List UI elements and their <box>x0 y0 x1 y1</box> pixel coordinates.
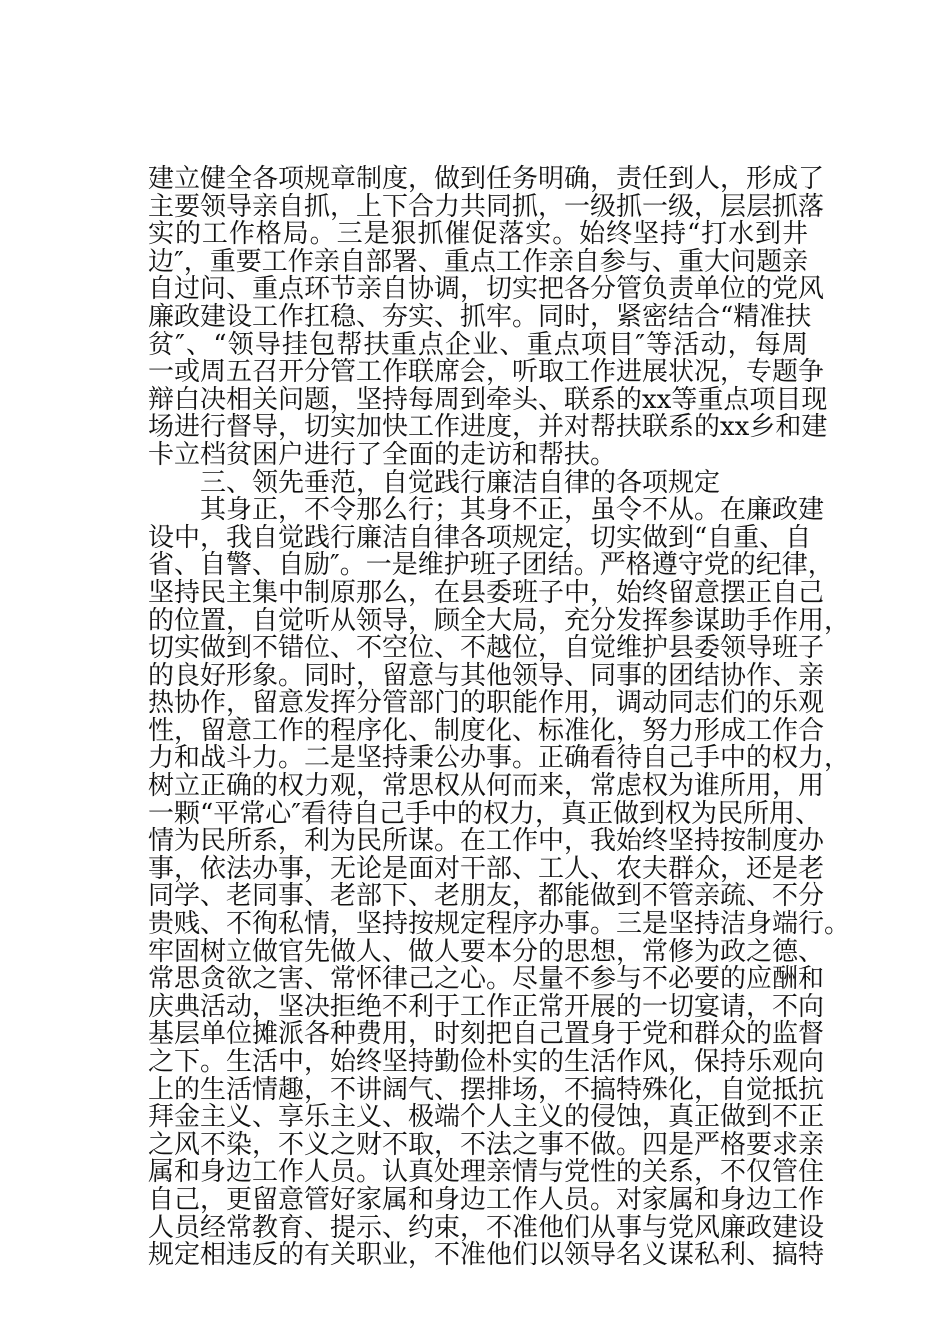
text-line: 省、自警、自励″。一是维护班子团结。严格遵守党的纪律， <box>148 550 834 581</box>
text-line: 边″，重要工作亲自部署、重点工作亲自参与、重大问题亲 <box>148 246 808 277</box>
text-line: 一颗“平常心″看待自己手中的权力，真正做到权为民所用、 <box>148 798 822 829</box>
text-line: 自己，更留意管好家属和身边工作人员。对家属和身边工作 <box>148 1184 825 1215</box>
text-line: 牢固树立做官先做人、做人要本分的思想，常修为政之德、 <box>148 936 825 967</box>
text-line: 力和战斗力。二是坚持秉公办事。正确看待自己手中的权力， <box>148 743 851 774</box>
text-line: 的良好形象。同时，留意与其他领导、同事的团结协作、亲 <box>148 660 825 691</box>
text-line: 其身正，不令那么行；其身不正，虽令不从。在廉政建 <box>200 495 825 526</box>
text-line: 主要领导亲自抓，上下合力共同抓，一级抓一级，层层抓落 <box>148 191 825 222</box>
text-line: 树立正确的权力观，常思权从何而来，常虑权为谁所用，用 <box>148 771 825 802</box>
text-line: 切实做到不错位、不空位、不越位，自觉维护县委领导班子 <box>148 633 825 664</box>
text-line: 庆典活动，坚决拒绝不利于工作正常开展的一切宴请，不向 <box>148 991 825 1022</box>
text-line: 常思贪欲之害、常怀律己之心。尽量不参与不必要的应酬和 <box>148 964 825 995</box>
text-line: 建立健全各项规章制度，做到任务明确，责任到人，形成了 <box>148 164 825 194</box>
text-line: 辩白决相关问题，坚持每周到牵头、联系的xx等重点项目现 <box>148 384 828 415</box>
text-line: 贵贱、不徇私情，坚持按规定程序办事。三是坚持洁身端行。 <box>148 909 851 940</box>
text-line: 坚持民主集中制原那么，在县委班子中，始终留意摆正自己 <box>148 577 825 608</box>
text-line: 情为民所系，利为民所谋。在工作中，我始终坚持按制度办 <box>148 826 825 857</box>
text-line: 之下。生活中，始终坚持勤俭朴实的生活作风，保持乐观向 <box>148 1047 825 1077</box>
section-heading: 三、领先垂范，自觉践行廉洁自律的各项规定 <box>200 467 721 498</box>
text-line: 事，依法办事，无论是面对干部、工人、农夫群众，还是老 <box>148 853 825 884</box>
text-line: 基层单位摊派各种费用，时刻把自己置身于党和群众的监督 <box>148 1019 825 1050</box>
text-line: 的位置，自觉听从领导，顾全大局，充分发挥参谋助手作用， <box>148 605 851 636</box>
text-line: 之风不染，不义之财不取，不法之事不做。四是严格要求亲 <box>148 1129 825 1160</box>
text-line: 拜金主义、享乐主义、极端个人主义的侵蚀，真正做到不正 <box>148 1102 825 1133</box>
text-line: 人员经常教育、提示、约束，不准他们从事与党风廉政建设 <box>148 1212 825 1243</box>
text-line: 廉政建设工作扛稳、夯实、抓牢。同时，紧密结合“精准扶 <box>148 301 812 332</box>
text-line: 自过问、重点环节亲自协调，切实把各分管负责单位的党风 <box>148 274 825 305</box>
text-line: 场进行督导，切实加快工作进度，并对帮扶联系的xx乡和建 <box>148 412 828 443</box>
text-line: 一或周五召开分管工作联席会，听取工作进展状况，专题争 <box>148 357 825 388</box>
text-line: 同学、老同事、老部下、老朋友，都能做到不管亲疏、不分 <box>148 881 825 912</box>
document-body <box>148 164 851 1271</box>
text-line: 实的工作格局。三是狠抓催促落实。始终坚持“打水到井 <box>148 219 808 250</box>
text-line: 上的生活情趣，不讲阔气、摆排场，不搞特殊化，自觉抵抗 <box>148 1074 825 1105</box>
text-line: 属和身边工作人员。认真处理亲情与党性的关系，不仅管住 <box>148 1157 825 1188</box>
text-line: 设中，我自觉践行廉洁自律各项规定，切实做到“自重、自 <box>148 522 812 553</box>
text-line: 卡立档贫困户进行了全面的走访和帮扶。 <box>148 439 617 470</box>
text-line: 热协作，留意发挥分管部门的职能作用，调动同志们的乐观 <box>148 688 825 719</box>
text-line: 贫″、“领导挂包帮扶重点企业、重点项目″等活动，每周 <box>148 329 808 360</box>
text-line: 规定相违反的有关职业，不准他们以领导名义谋私利、搞特 <box>148 1240 825 1271</box>
text-line: 性，留意工作的程序化、制度化、标准化，努力形成工作合 <box>148 715 825 746</box>
